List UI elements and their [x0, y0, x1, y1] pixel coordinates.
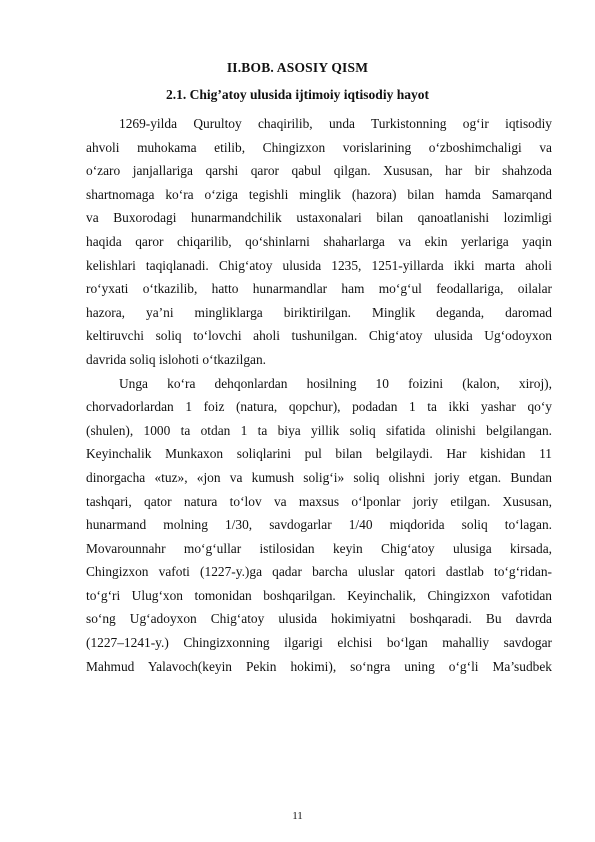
paragraph-2-line-6: tashqari, qator natura to‘lov va maxsus o‘lponlar joriy etilgan. Xususan,: [86, 493, 552, 509]
paragraph-1-line-1: 1269-yilda Qurultoy chaqirilib, unda Turkistonning og‘ir iqtisodiy: [119, 116, 552, 131]
paragraph-2-line-12: (1227–1241-y.) Chingizxonning ilgarigi elchisi bo‘lgan mahalliy savdogar: [86, 635, 552, 651]
paragraph-1-line-9: hazora, ya’ni mingliklarga biriktirilgan. Minglik deganda, daromad: [86, 304, 552, 320]
paragraph-2-line-4: Keyinchalik Munkaxon soliqlarini pul bilan belgilaydi. Har kishidan 11: [86, 446, 552, 462]
paragraph-2-line-3: (shulen), 1000 ta otdan 1 ta biya yillik soliq sifatida olinishi belgilangan.: [86, 422, 552, 438]
paragraph-2-line-9: Chingizxon vafoti (1227-y.)ga qadar barcha uluslar qatori dastlab to‘g‘ridan-: [86, 564, 552, 580]
section-title: 2.1. Chig’atoy ulusida ijtimoiy iqtisodiy hayot: [166, 87, 429, 102]
paragraph-1-line-4: shartnomaga ko‘ra o‘ziga tegishli minglik (hazora) bilan hamda Samarqand: [86, 186, 552, 202]
chapter-title: II.BOB. ASOSIY QISM: [226, 60, 369, 75]
body-text: [86, 112, 552, 678]
paragraph-2-line-7: hunarmand molning 1/30, savdogarlar 1/40 miqdorida soliq to‘lagan.: [86, 517, 552, 533]
paragraph-1-line-2: ahvoli muhokama etilib, Chingizxon vorislarining o‘zboshimchaligi va: [86, 139, 552, 155]
paragraph-1-line-6: haqida qaror chiqarilib, qo‘shinlarni shaharlarga va ekin yerlariga yaqin: [86, 233, 552, 249]
paragraph-1-line-10: keltiruvchi soliq to‘lovchi aholi tushunilgan. Chig‘atoy ulusida Ug‘odoyxon: [86, 328, 552, 344]
paragraph-2-line-2: chorvadorlardan 1 foiz (natura, qopchur), podadan 1 ta ikki yashar qo‘y: [86, 399, 552, 415]
paragraph-2-line-5: dinorgacha «tuz», «jon va kumush solig‘i» soliq olishni joriy etgan. Bundan: [86, 469, 552, 485]
paragraph-1-line-11: davrida soliq islohoti o‘tkazilgan.: [86, 351, 266, 367]
paragraph-2-line-1: Unga ko‘ra dehqonlardan hosilning 10 foizini (kalon, xiroj),: [119, 375, 552, 391]
paragraph-1-line-7: kelishlari taqiqlanadi. Chig‘atoy ulusida 1235, 1251-yillarda ikki marta aholi: [86, 257, 552, 273]
paragraph-1-line-5: va Buxorodagi hunarmandchilik ustaxonalari bilan qanoatlanishi lozimligi: [86, 210, 552, 226]
paragraph-1-line-8: ro‘yxati o‘tkazilib, hatto hunarmandlar ham mo‘g‘ul feodallariga, oilalar: [86, 281, 552, 297]
paragraph-2-line-13: Mahmud Yalavoch(keyin Pekin hokimi), so‘ngra uning o‘g‘li Ma’sudbek: [86, 658, 552, 674]
paragraph-2-line-8: Movarounnahr mo‘g‘ullar istilosidan keyin Chig‘atoy ulusiga kirsada,: [86, 540, 552, 556]
paragraph-2-line-10: to‘g‘ri Ulug‘xon tomonidan boshqarilgan. Keyinchalik, Chingizxon vafotidan: [86, 587, 552, 603]
paragraph-2-line-11: so‘ng Ug‘adoyxon Chig‘atoy ulusida hokimiyatni boshqaradi. Bu davrda: [86, 611, 552, 627]
paragraph-1-line-3: o‘zaro janjallariga qarshi qaror qabul qilgan. Xususan, har bir shahzoda: [86, 163, 552, 179]
page-number: 11: [292, 810, 303, 822]
